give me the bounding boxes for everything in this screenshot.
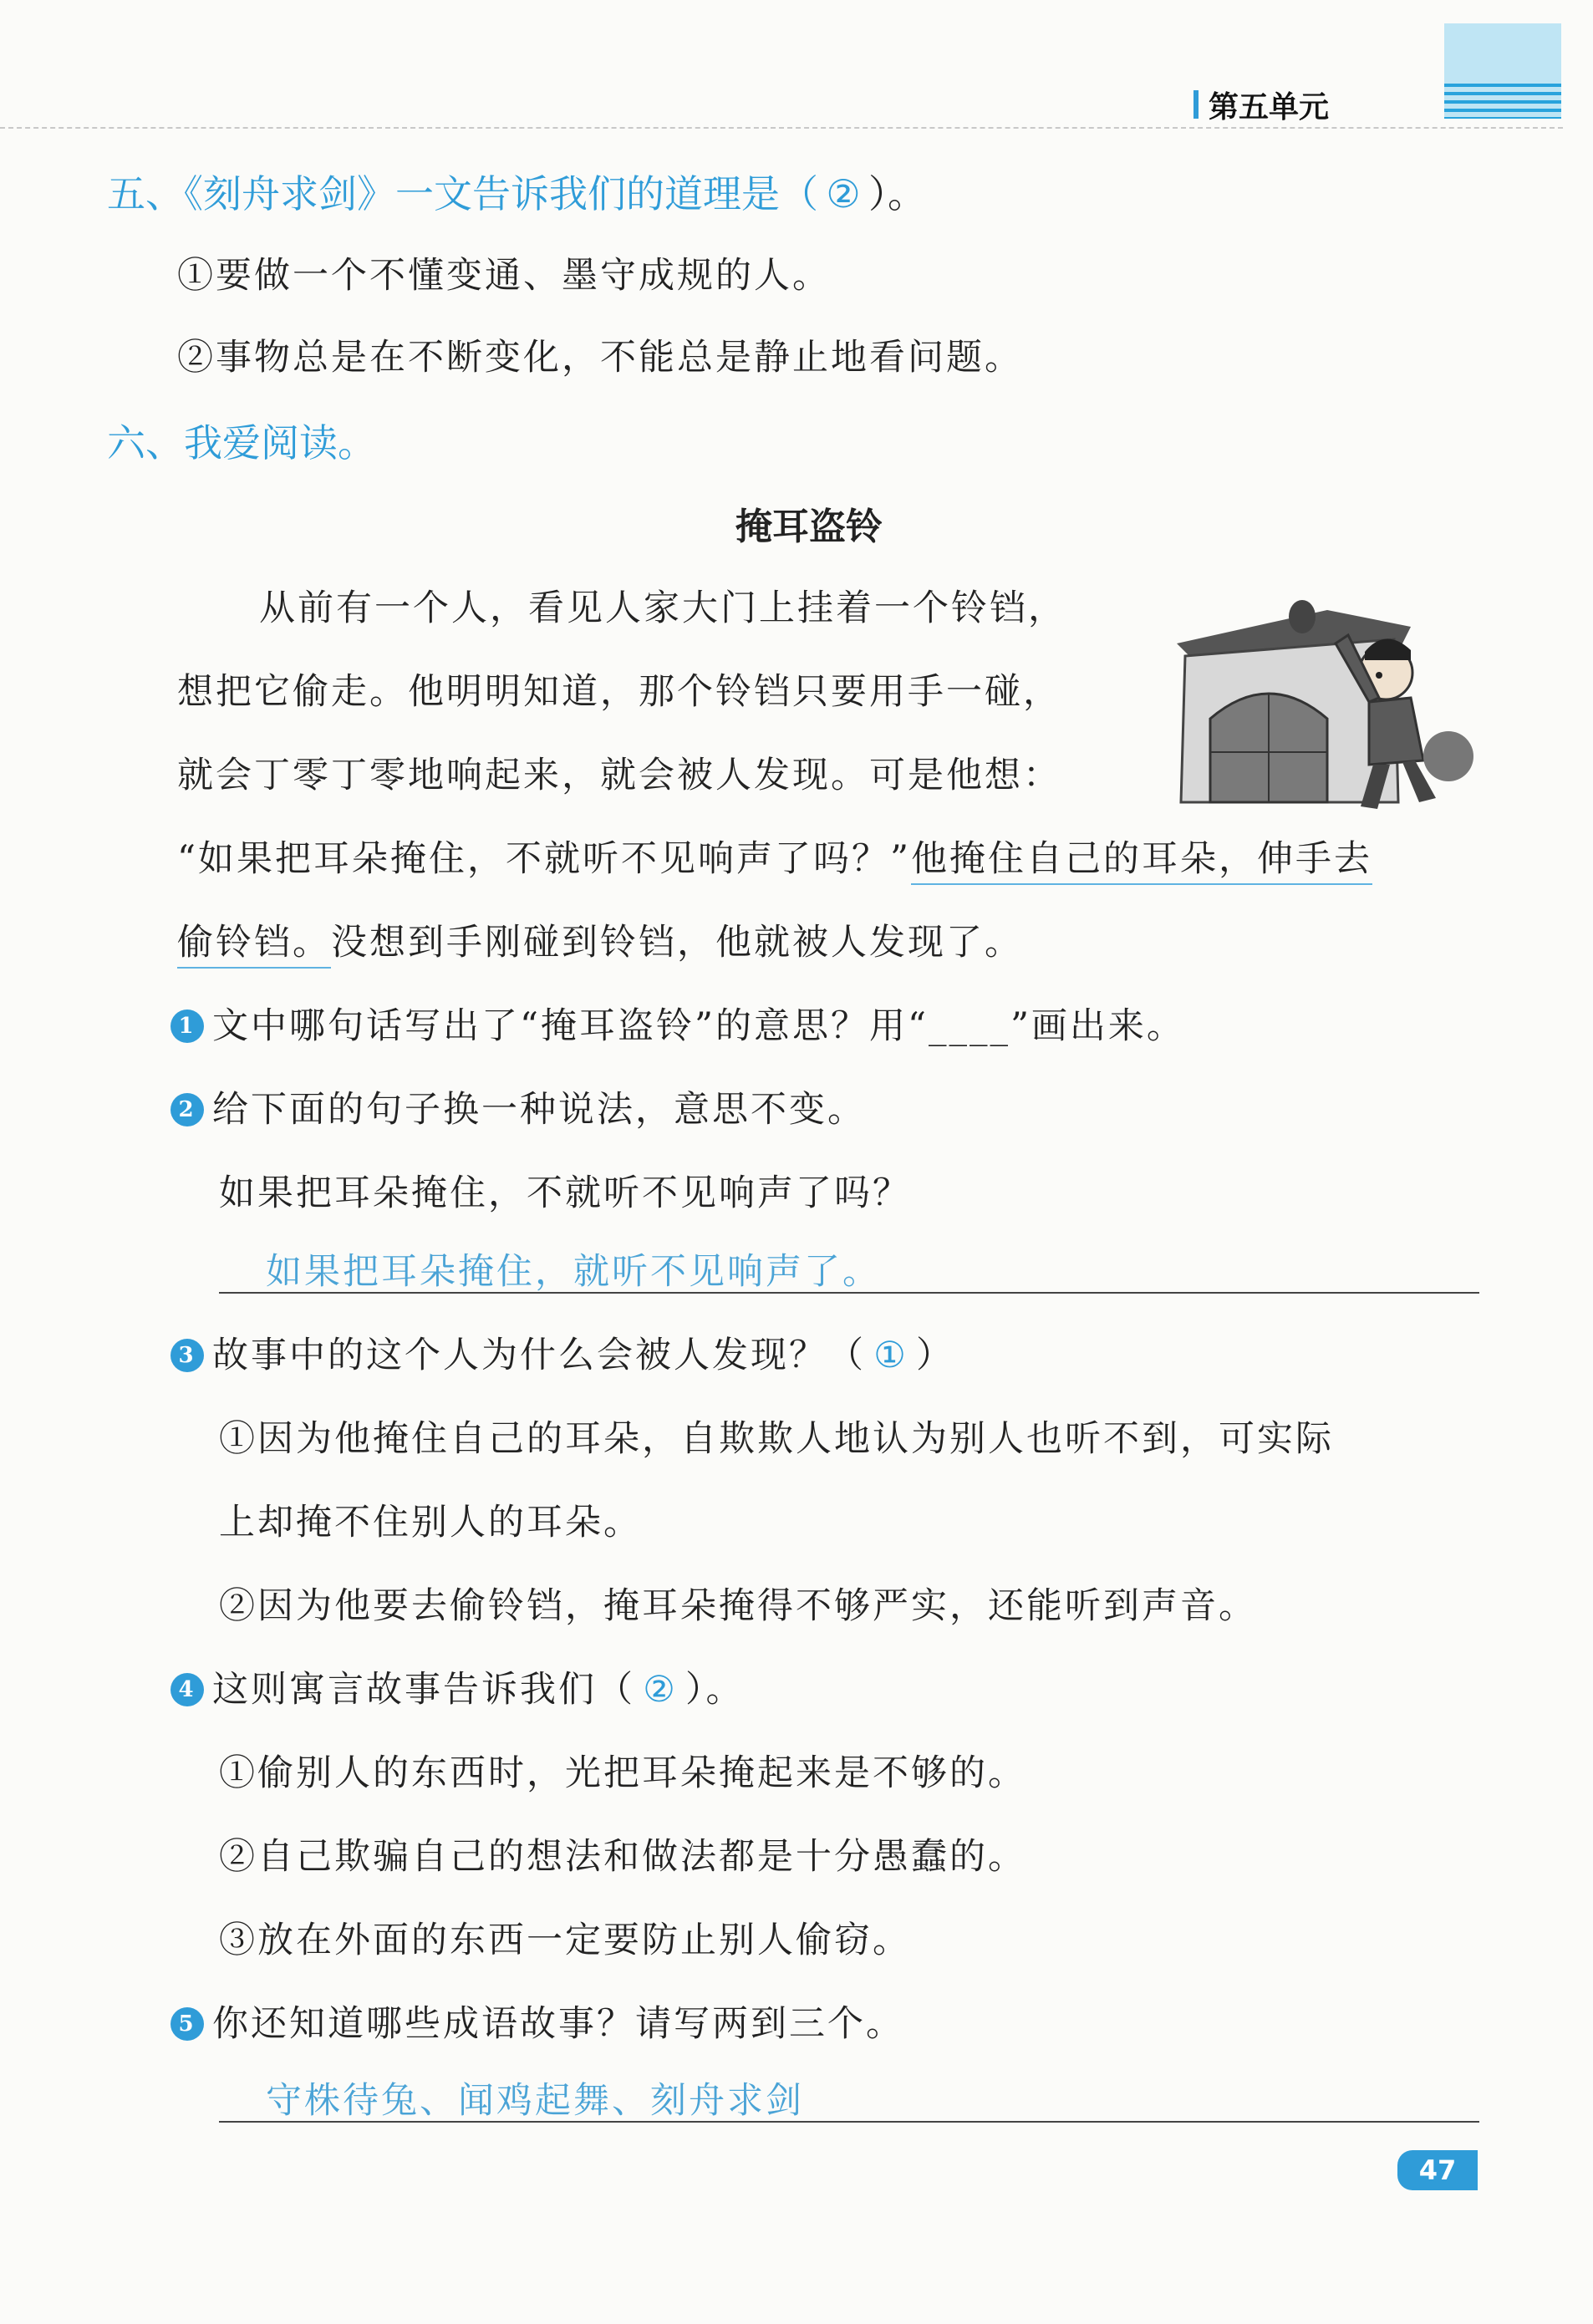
question-1-number: 1 (170, 1009, 204, 1043)
question-3-text-end: ） (916, 1335, 954, 1376)
question-3-option-2: ②因为他要去偷铃铛，掩耳朵掩得不够严实，还能听到声音。 (219, 1585, 1257, 1627)
header-stripes (1444, 84, 1561, 119)
story-line-3: 就会丁零丁零地响起来，就会被人发现。可是他想： (177, 755, 1061, 796)
question-2-answer: 如果把耳朵掩住，就听不见响声了。 (266, 1251, 881, 1293)
question-3-answer: ① (873, 1335, 908, 1376)
question-4-text-end: ）。 (685, 1669, 745, 1711)
question-2-number: 2 (170, 1093, 204, 1126)
question-2 (170, 1081, 866, 1132)
man-body (1369, 698, 1423, 765)
question-3-number: 3 (170, 1339, 204, 1372)
section6-title: 六、我爱阅读。 (107, 420, 376, 465)
question-4 (170, 1661, 745, 1712)
question-3-text: 故事中的这个人为什么会被人发现？（ (212, 1335, 866, 1376)
question-3 (170, 1327, 954, 1378)
question-3-option-1-line-2: 上却掩不住别人的耳朵。 (219, 1502, 642, 1543)
question-4-option-3: ③放在外面的东西一定要防止别人偷窃。 (219, 1920, 911, 1961)
section5-title-row (107, 164, 926, 219)
page-number: 47 (1397, 2150, 1478, 2190)
question-2-answer-line (219, 1292, 1479, 1294)
header-divider (0, 127, 1563, 129)
question-4-answer: ② (643, 1669, 678, 1711)
bush-shape (1423, 731, 1473, 781)
question-2-prompt: 如果把耳朵掩住，不就听不见响声了吗？ (219, 1172, 911, 1214)
question-4-number: 4 (170, 1673, 204, 1706)
story-line-2: 想把它偷走。他明明知道，那个铃铛只要用手一碰， (177, 671, 1061, 713)
section5-title: 五、《刻舟求剑》一文告诉我们的道理是（ (107, 171, 818, 216)
bell-icon (1289, 600, 1316, 633)
bell-thief-illustration (1160, 577, 1486, 819)
question-2-text: 给下面的句子换一种说法，意思不变。 (212, 1089, 866, 1131)
question-5-answer: 守株待兔、闻鸡起舞、刻舟求剑 (266, 2080, 804, 2122)
question-1 (170, 998, 1185, 1049)
section5-option-2: ②事物总是在不断变化，不能总是静止地看问题。 (177, 337, 1023, 379)
question-5-text: 你还知道哪些成语故事？请写两到三个。 (212, 2003, 904, 2045)
story-line-5-underlined: 偷铃铛。 (177, 922, 331, 969)
story-line-4 (177, 831, 1372, 882)
story-line-4-underlined: 他掩住自己的耳朵，伸手去 (911, 838, 1372, 885)
story-line-1: 从前有一个人，看见人家大门上挂着一个铃铛， (259, 587, 1066, 629)
story-line-5-rest: 没想到手刚碰到铃铛，他就被人发现了。 (331, 922, 1023, 964)
question-1-text: 文中哪句话写出了“掩耳盗铃”的意思？用“____”画出来。 (212, 1005, 1185, 1047)
story-line-4-quote: “如果把耳朵掩住，不就听不见响声了吗？” (177, 838, 911, 880)
unit-marker-bar (1193, 90, 1199, 119)
question-4-text: 这则寓言故事告诉我们（ (212, 1669, 635, 1711)
question-4-option-2: ②自己欺骗自己的想法和做法都是十分愚蠢的。 (219, 1836, 1026, 1878)
section5-option-1: ①要做一个不懂变通、墨守成规的人。 (177, 255, 831, 297)
unit-title: 第五单元 (1209, 90, 1330, 125)
question-5 (170, 1996, 904, 2047)
question-3-option-1-line-1: ①因为他掩住自己的耳朵，自欺欺人地认为别人也听不到，可实际 (219, 1418, 1334, 1460)
question-5-number: 5 (170, 2007, 204, 2041)
section5-title-end: ）。 (868, 171, 926, 216)
story-title: 掩耳盗铃 (735, 506, 883, 548)
question-4-option-1: ①偷别人的东西时，光把耳朵掩起来是不够的。 (219, 1752, 1026, 1794)
section5-answer: ② (826, 171, 861, 216)
story-line-5 (177, 914, 1023, 965)
question-5-answer-line (219, 2121, 1479, 2123)
